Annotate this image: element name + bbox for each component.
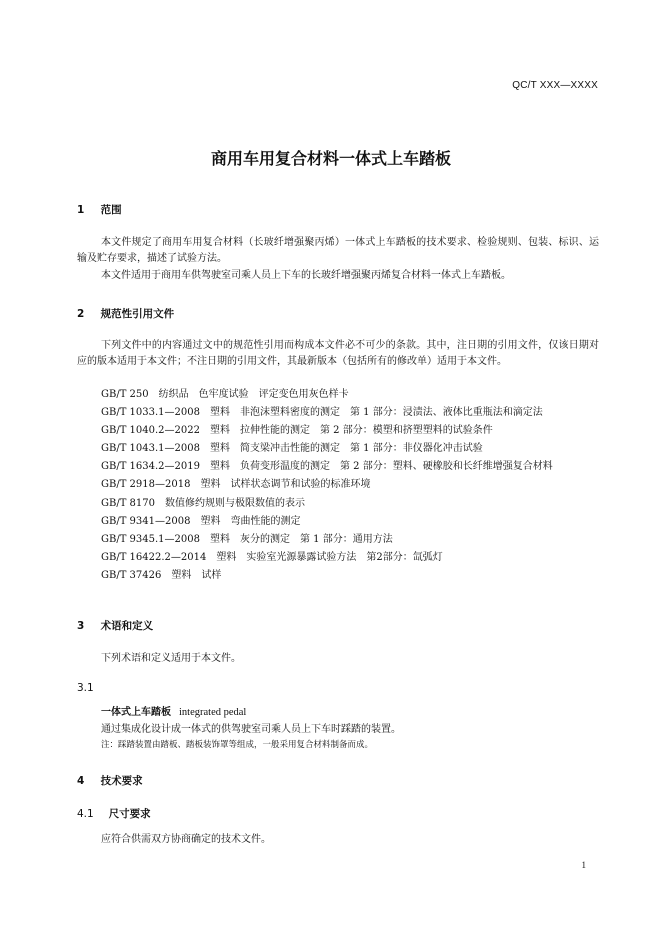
reference-item: GB/T 8170 数值修约规则与极限数值的表示 — [101, 497, 306, 509]
reference-item: GB/T 1043.1—2008 塑料 简支梁冲击性能的测定 第 1 部分：非仪器化冲击试验 — [101, 443, 483, 455]
section-2-heading — [77, 306, 174, 321]
reference-item: GB/T 1040.2—2022 塑料 拉伸性能的测定 第 2 部分：模塑和挤塑塑料的试验条件 — [101, 425, 493, 437]
reference-item: GB/T 1634.2—2019 塑料 负荷变形温度的测定 第 2 部分：塑料、硬橡胶和长纤维增强复合材料 — [101, 461, 553, 473]
reference-item: GB/T 16422.2—2014 塑料 实验室光源暴露试验方法 第2部分：氙弧灯 — [101, 551, 443, 563]
section-4-1-number: 4.1 — [77, 808, 94, 820]
section-1-title: 范围 — [100, 204, 122, 216]
section-4-title: 技术要求 — [100, 775, 143, 787]
scope-paragraph-1: 本文件规定了商用车用复合材料（长玻纤增强聚丙烯）一体式上车踏板的技术要求、检验规则、包装、标识、运输及贮存要求，描述了试验方法。 — [77, 237, 599, 264]
reference-item: GB/T 250 纺织品 色牢度试验 评定变色用灰色样卡 — [101, 389, 349, 400]
reference-item: GB/T 2918—2018 塑料 试样状态调节和试验的标准环境 — [101, 479, 371, 491]
section-3-title: 术语和定义 — [100, 620, 154, 632]
term-english: integrated pedal — [179, 707, 247, 718]
section-1-number: 1 — [77, 204, 85, 216]
document-title: 商用车用复合材料一体式上车踏板 — [210, 149, 451, 168]
dimension-requirement-text: 应符合供需双方协商确定的技术文件。 — [101, 834, 271, 845]
page-number: 1 — [581, 860, 586, 870]
section-2-title: 规范性引用文件 — [100, 308, 175, 320]
term-number: 3.1 — [77, 682, 94, 694]
references-intro: 下列文件中的内容通过文中的规范性引用而构成本文件必不可少的条款。其中，注日期的引用文件，仅该日期对应的版本适用于本文件；不注日期的引用文件，其最新版本（包括所有的修改单）适用于本文件。 — [77, 340, 599, 367]
reference-item: GB/T 37426 塑料 试样 — [101, 569, 222, 581]
reference-list — [77, 386, 599, 585]
section-4-1-title: 尺寸要求 — [108, 808, 151, 820]
term-heading — [101, 703, 246, 718]
term-definition: 通过集成化设计成一体式的供驾驶室司乘人员上下车时踩踏的装置。 — [101, 724, 401, 735]
term-note: 注：踩踏装置由踏板、踏板装饰罩等组成，一般采用复合材料制备而成。 — [101, 740, 374, 750]
section-2-number: 2 — [77, 308, 85, 320]
scope-paragraph-2: 本文件适用于商用车供驾驶室司乘人员上下车的长玻纤增强聚丙烯复合材料一体式上车踏板。 — [101, 270, 511, 281]
section-3-heading — [77, 618, 153, 633]
section-4-1-heading — [77, 806, 151, 821]
section-3-number: 3 — [77, 620, 85, 632]
section-1-heading — [77, 202, 122, 217]
terms-intro: 下列术语和定义适用于本文件。 — [101, 653, 241, 664]
standard-code: QC/T XXX—XXXX — [512, 80, 598, 91]
reference-item: GB/T 1033.1—2008 塑料 非泡沫塑料密度的测定 第 1 部分：浸渍法、液体比重瓶法和滴定法 — [101, 407, 543, 419]
term-name: 一体式上车踏板 — [101, 707, 171, 718]
section-4-heading — [77, 773, 143, 788]
section-4-number: 4 — [77, 775, 85, 787]
reference-item: GB/T 9345.1—2008 塑料 灰分的测定 第 1 部分：通用方法 — [101, 533, 393, 545]
reference-item: GB/T 9341—2008 塑料 弯曲性能的测定 — [101, 515, 301, 527]
